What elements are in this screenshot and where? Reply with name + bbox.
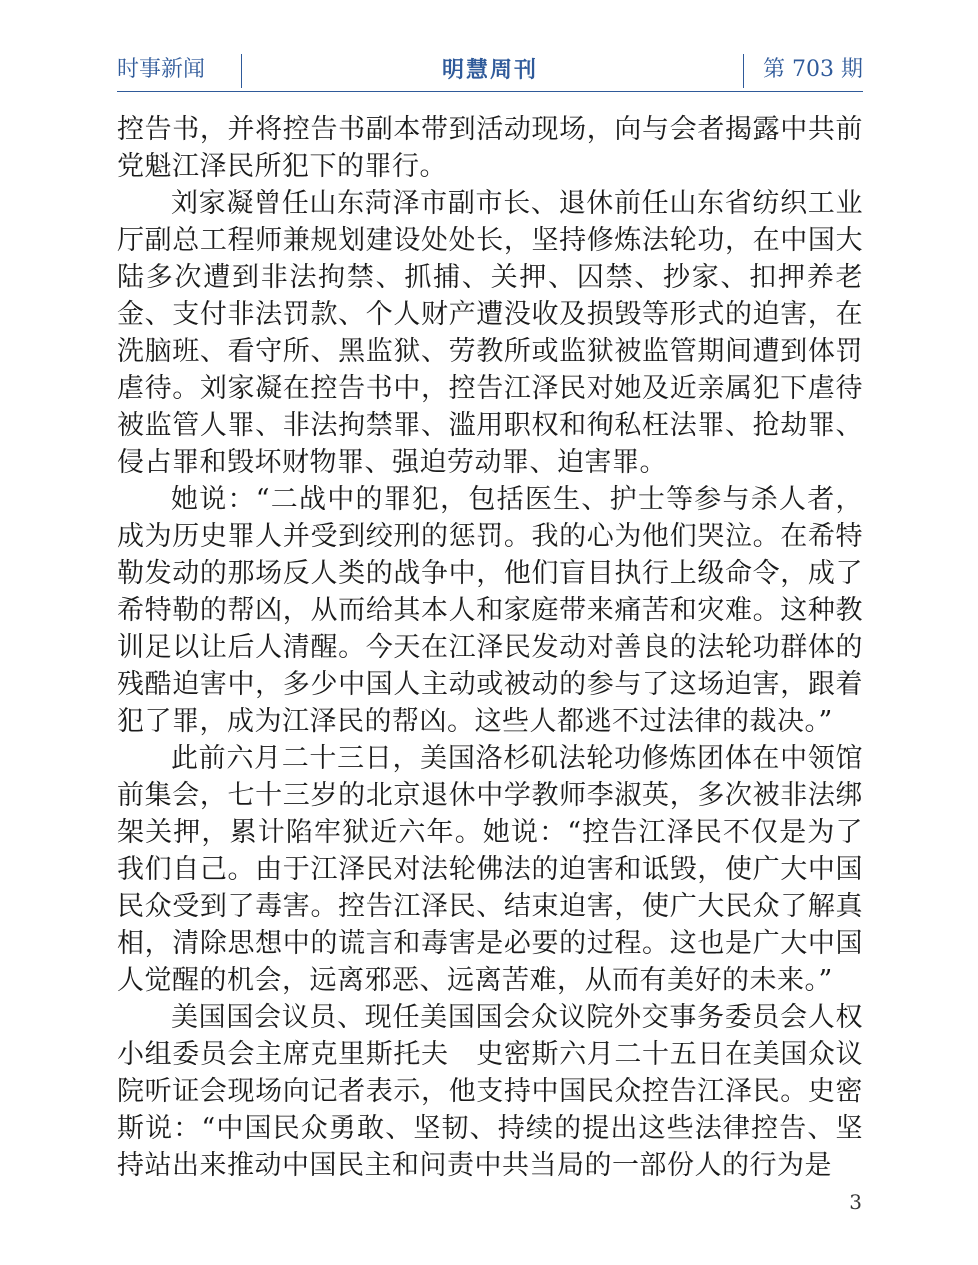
issue-number: 第 703 期: [763, 57, 863, 82]
paragraph: 刘家凝曾任山东菏泽市副市长、退休前任山东省纺织工业厅副总工程师兼规划建设处处长，坚持修炼法轮功，在中国大陆多次遭到非法拘禁、抓捕、关押、囚禁、抄家、扣押养老金、支付非法罚款、个人财产遭没收及损毁等形式的迫害，在洗脑班、看守所、黑监狱、劳教所或监狱被监管期间遭到体罚虐待。刘家凝在控告书中，控告江泽民对她及近亲属犯下虐待被监管人罪、非法拘禁罪、滥用职权和徇私枉法罪、抢劫罪、侵占罪和毁坏财物罪、强迫劳动罪、迫害罪。: [117, 188, 863, 478]
section-title: 时事新闻: [117, 57, 206, 82]
publication-title: 明慧周刊: [441, 57, 538, 83]
page-header: [117, 50, 863, 90]
header-divider-right: [743, 54, 744, 88]
article-body: [117, 111, 863, 1184]
paragraph: 美国国会议员、现任美国国会众议院外交事务委员会人权小组委员会主席克里斯托夫 史密斯六月二十五日在美国众议院听证会现场向记者表示，他支持中国民众控告江泽民。史密斯说：“中国民众勇敢、坚韧、持续的提出这些法律控告、坚持站出来推动中国民主和问责中共当局的一部份人的行为是: [117, 1002, 863, 1181]
paragraph: 此前六月二十三日，美国洛杉矶法轮功修炼团体在中领馆前集会，七十三岁的北京退休中学教师李淑英，多次被非法绑架关押，累计陷牢狱近六年。她说：“控告江泽民不仅是为了我们自己。由于江泽民对法轮佛法的迫害和诋毁，使广大中国民众受到了毒害。控告江泽民、结束迫害，使广大民众了解真相，清除思想中的谎言和毒害是必要的过程。这也是广大中国人觉醒的机会，远离邪恶、远离苦难，从而有美好的未来。”: [117, 743, 863, 996]
page-number: 3: [849, 1190, 862, 1214]
paragraph-continued: 控告书，并将控告书副本带到活动现场，向与会者揭露中共前党魁江泽民所犯下的罪行。: [117, 114, 863, 182]
paragraph: 她说：“二战中的罪犯，包括医生、护士等参与杀人者，成为历史罪人并受到绞刑的惩罚。我的心为他们哭泣。在希特勒发动的那场反人类的战争中，他们盲目执行上级命令，成了希特勒的帮凶，从而给其本人和家庭带来痛苦和灾难。这种教训足以让后人清醒。今天在江泽民发动对善良的法轮功群体的残酷迫害中，多少中国人主动或被动的参与了这场迫害，跟着犯了罪，成为江泽民的帮凶。这些人都逃不过法律的裁决。”: [117, 484, 863, 737]
header-rule: [117, 91, 863, 92]
